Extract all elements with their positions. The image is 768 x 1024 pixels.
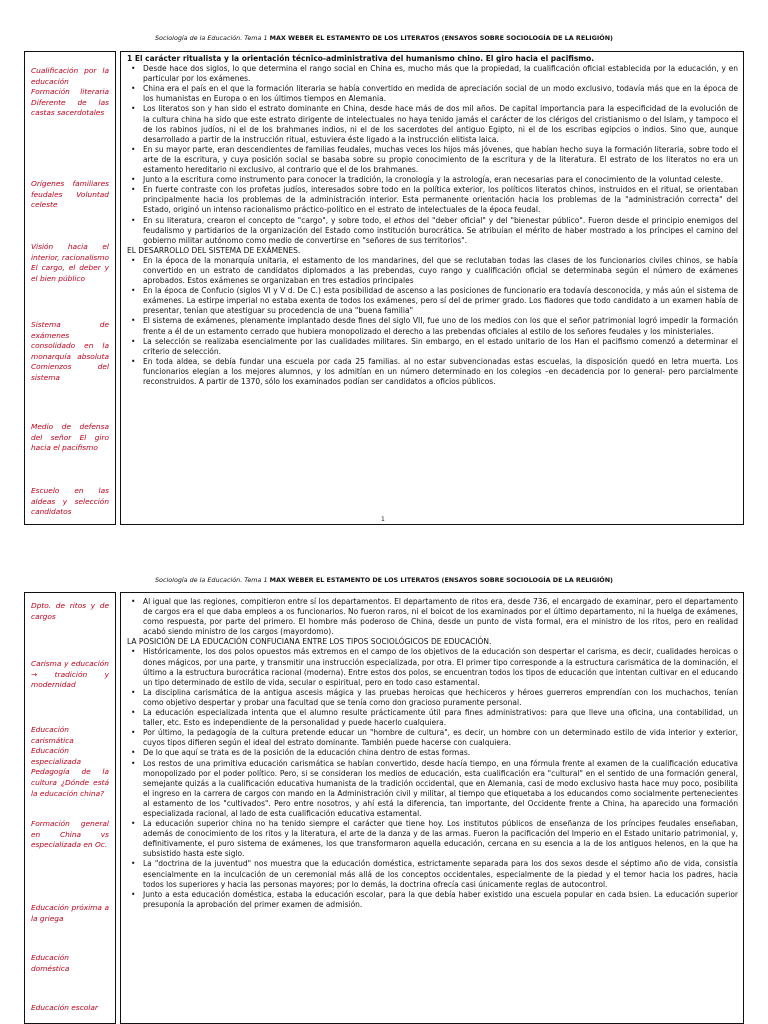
margin-note: Orígenes familiares feudales Voluntad celeste — [31, 179, 109, 210]
margin-notes-column — [24, 51, 116, 525]
header-title: MAX WEBER EL ESTAMENTO DE LOS LITERATOS (ENSAYOS SOBRE SOCIOLOGÍA DE LA RELIGIÓN) — [269, 576, 613, 584]
bullet-item: • La selección se realizaba esencialmente por las cualidades militares. Sin embargo, en el estado unitario de los Han el pacifismo comenzó a determinar el criterio de selección. — [127, 337, 738, 357]
margin-note: Sistema de exámenes consolidado en la monarquía absoluta Comienzos del sistema — [31, 320, 109, 382]
bullet-text: del "deber oficial" y del "bienestar público". Fueron desde el principio enemigos del feudalismo y partidarios de la organización del Estado como institución burocrática. Se atribuían el mérito de haber mostrado a los príncipes el camino del gobierno militar autónomo como medio de convertirse en "señores de sus territorios". — [143, 215, 738, 245]
bullet-item: • Desde hace dos siglos, lo que determina el rango social en China es, mucho más que la propiedad, la cualificación oficial establecida por la educación, y en particular por los exámenes. — [127, 64, 738, 84]
margin-note: Dpto. de ritos y de cargos — [31, 601, 109, 621]
margin-note: Cualificación por la educación Formación literaria Diferente de las castas sacerdotales — [31, 66, 109, 118]
page-2 — [0, 568, 768, 1024]
margin-note: Educación próxima a la griega — [31, 903, 109, 923]
main-text-column — [120, 592, 744, 1024]
page-number: 1 — [381, 516, 385, 523]
header-title: MAX WEBER EL ESTAMENTO DE LOS LITERATOS (ENSAYOS SOBRE SOCIOLOGÍA DE LA RELIGIÓN) — [269, 34, 613, 42]
bullet-list — [127, 597, 738, 637]
margin-note: Educación carismática Educación especializada Pedagogía de la cultura ¿Dónde está la educación china? — [31, 725, 109, 798]
bullet-item: • En fuerte contraste con los profetas judíos, interesados sobre todo en la política exterior, los políticos literatos chinos, instruidos en el ritual, se orientaban principalmente hacia los problemas de la administración interior. Esta permanente orientación hacia los problemas de la "administración correcta" del Estado, originó un intenso racionalismo práctico-político en el estrato de intelectuales de la época feudal. — [127, 185, 738, 215]
bullet-item: • La educación especializada intenta que el alumno resulte prácticamente útil para fines administrativos: para que lleve una oficina, una contabilidad, un taller, etc. Esto es independiente de la personalidad y puede hacerlo cualquiera. — [127, 708, 738, 728]
bullet-item: • Junto a esta educación doméstica, estaba la educación escolar, para la que debía haber existido una escuela popular en cada bsien. La educación superior presuponía la aprobación del primer examen de admisión. — [127, 890, 738, 910]
header-course: Sociología de la Educación. Tema 1 — [155, 34, 270, 42]
bullet-item: • La educación superior china no ha tenido siempre el carácter que tiene hoy. Los institutos públicos de enseñanza de los príncipes feudales enseñaban, además de conocimiento de los ritos y la literatura, el arte de la danza y de las armas. Fueron la pacificación del Imperio en el Estado unitario patrimonial, y, definitivamente, el puro sistema de exámenes, los que transformaron aquella educación, cercana en su esencia a la de los antiguos helenos, en la que ha subsistido hasta este siglo. — [127, 819, 738, 859]
bullet-item: • Históricamente, los dos polos opuestos más extremos en el campo de los objetivos de la educación son despertar el carisma, es decir, cualidades heroicas o dones mágicos, por una parte, y transmitir una instrucción especializada, por otra. El primer tipo corresponde a la estructura carismática de la dominación, el último a la estructura burocrática racional (moderna). Entre estos dos polos, se encuentran todos los tipos de educación que intentan cultivar en el educando un tipo determinado de estilo de vida, secular o espiritual, pero en todo caso estamental. — [127, 647, 738, 687]
bullet-item: • Junto a la escritura como instrumento para conocer la tradición, la cronología y la astrología, eran necesarias para el conocimiento de la voluntad celeste. — [127, 175, 738, 185]
margin-note: Escuelo en las aldeas y selección candidatos — [31, 486, 109, 517]
bullet-text: En su literatura, crearon el concepto de "cargo", y sobre todo, el — [143, 215, 394, 225]
margin-note: Formación general en China vs especializada en Oc. — [31, 819, 109, 850]
bullet-item: • En la época de Confucio (siglos VI y V d. De C.) esta posibilidad de ascenso a las posiciones de funcionario era todavía desconocida, y más aún el sistema de exámenes. La estirpe imperial no estaba exenta de todos los exámenes, pero sí del de primer grado. Los fiadores que todo candidato a un examen había de presentar, tenían que atestiguar su procedencia de una "buena familia" — [127, 286, 738, 316]
bullet-list — [127, 64, 738, 246]
bullet-item: • China era el país en el que la formación literaria se había convertido en medida de apreciación social de un modo exclusivo, todavía más que en la época de los humanistas en Europa o en los últimos tiempos en Alemania. — [127, 84, 738, 104]
margin-note: Educación escolar — [31, 1003, 98, 1012]
margin-note: Carisma y educación → tradición y modernidad — [31, 659, 109, 690]
margin-notes-column — [24, 592, 116, 1024]
ethos-term: ethos — [393, 215, 415, 225]
bullet-list — [127, 256, 738, 387]
section-title: 1 El carácter ritualista y la orientación técnico-administrativa del humanismo chino. El giro hacia el pacifismo. — [127, 54, 595, 63]
subheading: LA POSICIÓN DE LA EDUCACIÓN CONFUCIANA ENTRE LOS TIPOS SOCIOLÓGICOS DE EDUCACIÓN. — [127, 637, 492, 647]
bullet-item: • En la época de la monarquía unitaria, el estamento de los mandarines, del que se reclutaban todas las clases de los funcionarios civiles chinos, se había convertido en un estrato de candidatos diplomados a las prebendas, cuyo rango y cualificación oficial se determinaba según el número de exámenes aprobados. Estos exámenes se organizaban en tres estadios principales — [127, 256, 738, 286]
bullet-item: • La disciplina carismática de la antigua ascesis mágica y las pruebas heroicas que hechiceros y héroes guerreros emprendían con los muchachos, tenían como objetivo despertar y probar una facultad que se tenía como don gracioso puramente personal. — [127, 688, 738, 708]
bullet-item: • En su mayor parte, eran descendientes de familias feudales, muchas veces los hijos más jóvenes, que habían hecho suya la formación literaria, sobre todo el arte de la escritura, y cuya posición social se basaba sobre su propio conocimiento de la escritura y de la literatura. El estrato de los literatos no era un estamento hereditario ni exclusivo, al contrario que el de los brahmanes. — [127, 145, 738, 175]
main-text-column — [120, 51, 744, 525]
bullet-list — [127, 647, 738, 909]
margin-note: Medio de defensa del señor El giro hacia el pacifismo — [31, 422, 109, 453]
bullet-item: • Los literatos son y han sido el estrato dominante en China, desde hace más de dos mil años. De capital importancia para la especificidad de la evolución de la cultura china ha sido que este estrato dirigente de intelectuales no haya tenido jamás el carácter de los clérigos del cristianismo o del Islam, y tampoco el de los rabinos judíos, ni el de los brahmanes indios, ni el de los sacerdotes del antiguo Egipto, ni el de los escribas egipcios o indios. Sino que, aunque desarrollado a partir de la instrucción ritual, estuviera éste ligado a la instrucción elitista laica. — [127, 104, 738, 144]
header-course: Sociología de la Educación. Tema 1 — [155, 576, 270, 584]
bullet-item: • En toda aldea, se debía fundar una escuela por cada 25 familias. al no estar subvencionadas estas escuelas, la disposición quedó en letra muerta. Los funcionarios elegían a los mejores alumnos, y los admitían en un número determinado en los colegios –en decadencia por lo general- pero parcialmente reconstruidos. A partir de 1370, sólo los examinados podían ser candidatos a oficios públicos. — [127, 357, 738, 387]
bullet-item: • El sistema de exámenes, plenamente implantado desde fines del siglo VII, fue uno de los medios con los que el señor patrimonial logró impedir la formación frente a él de un estamento cerrado que hubiera monopolizado el derecho a las prebendas oficiales al estilo de los señores feudales y los ministeriales. — [127, 316, 738, 336]
bullet-item: • Al igual que las regiones, compitieron entre sí los departamentos. El departamento de ritos era, desde 736, el encargado de examinar, pero el departamento de cargos era el que daba empleos a os funcionarios. No fueron raros, ni el boicot de los examinados por el último departamento, ni la huelga de exámenes, como respuesta, por parte del primero. El hombre más poderoso de China, desde un punto de vista formal, era el ministro de los ritos, pero en realidad acabó siendo ministro de los cargos (mayordomo). — [127, 597, 738, 637]
margin-note: Visión hacia el interior, racionalismo El cargo, el deber y el bien público — [31, 242, 109, 283]
margin-note: Educación doméstica — [31, 953, 70, 973]
subheading: EL DESARROLLO DEL SISTEMA DE EXÁMENES. — [127, 245, 301, 255]
bullet-item — [127, 216, 738, 246]
bullet-item: • Los restos de una primitiva educación carismática se habían convertido, desde hacía tiempo, en una fórmula frente al examen de la cualificación educativa monopolizado por el poder político. Pero, si se consideran los medios de educación, esta cualificación era "cultural" en el sentido de una formación general, semejante quizás a la cualificación educativa humanista de la tradición occidental, que en Alemania, casi de modo exclusivo hasta hace muy poco, posibilita el ingreso en la carrera de cargos con mando en la Administración civil y militar, al tiempo que etiquetaba a los educandos como socialmente pertenecientes al estamento de los "cultivados". Pero entre nosotros, y ahí está la diferencia, tan importante, del Occidente frente a China, ha aparecido una formación especializada racional, al lado de esta cualificación educativa estamental. — [127, 759, 738, 820]
running-header — [0, 34, 768, 42]
bullet-item: • La "doctrina de la juventud" nos muestra que la educación doméstica, estrictamente separada para los dos sexos desde el séptimo año de vida, consistía esencialmente en la inculcación de un ceremonial más allá de los conceptos occidentales, especialmente de la piedad y el temor hacia los padres, hacia todos los superiores y hacia las personas mayores; por lo demás, la doctrina ofrecía casi únicamente reglas de autocontrol. — [127, 859, 738, 889]
bullet-item: • De lo que aquí se trata es de la posición de la educación china dentro de estas formas. — [127, 748, 738, 758]
running-header — [0, 576, 768, 584]
bullet-item: • Por último, la pedagogía de la cultura pretende educar un "hombre de cultura", es decir, un hombre con un determinado estilo de vida interior y exterior, cuyos tipos difieren según el ideal del estrato dominante. También puede hacerse con cualquiera. — [127, 728, 738, 748]
